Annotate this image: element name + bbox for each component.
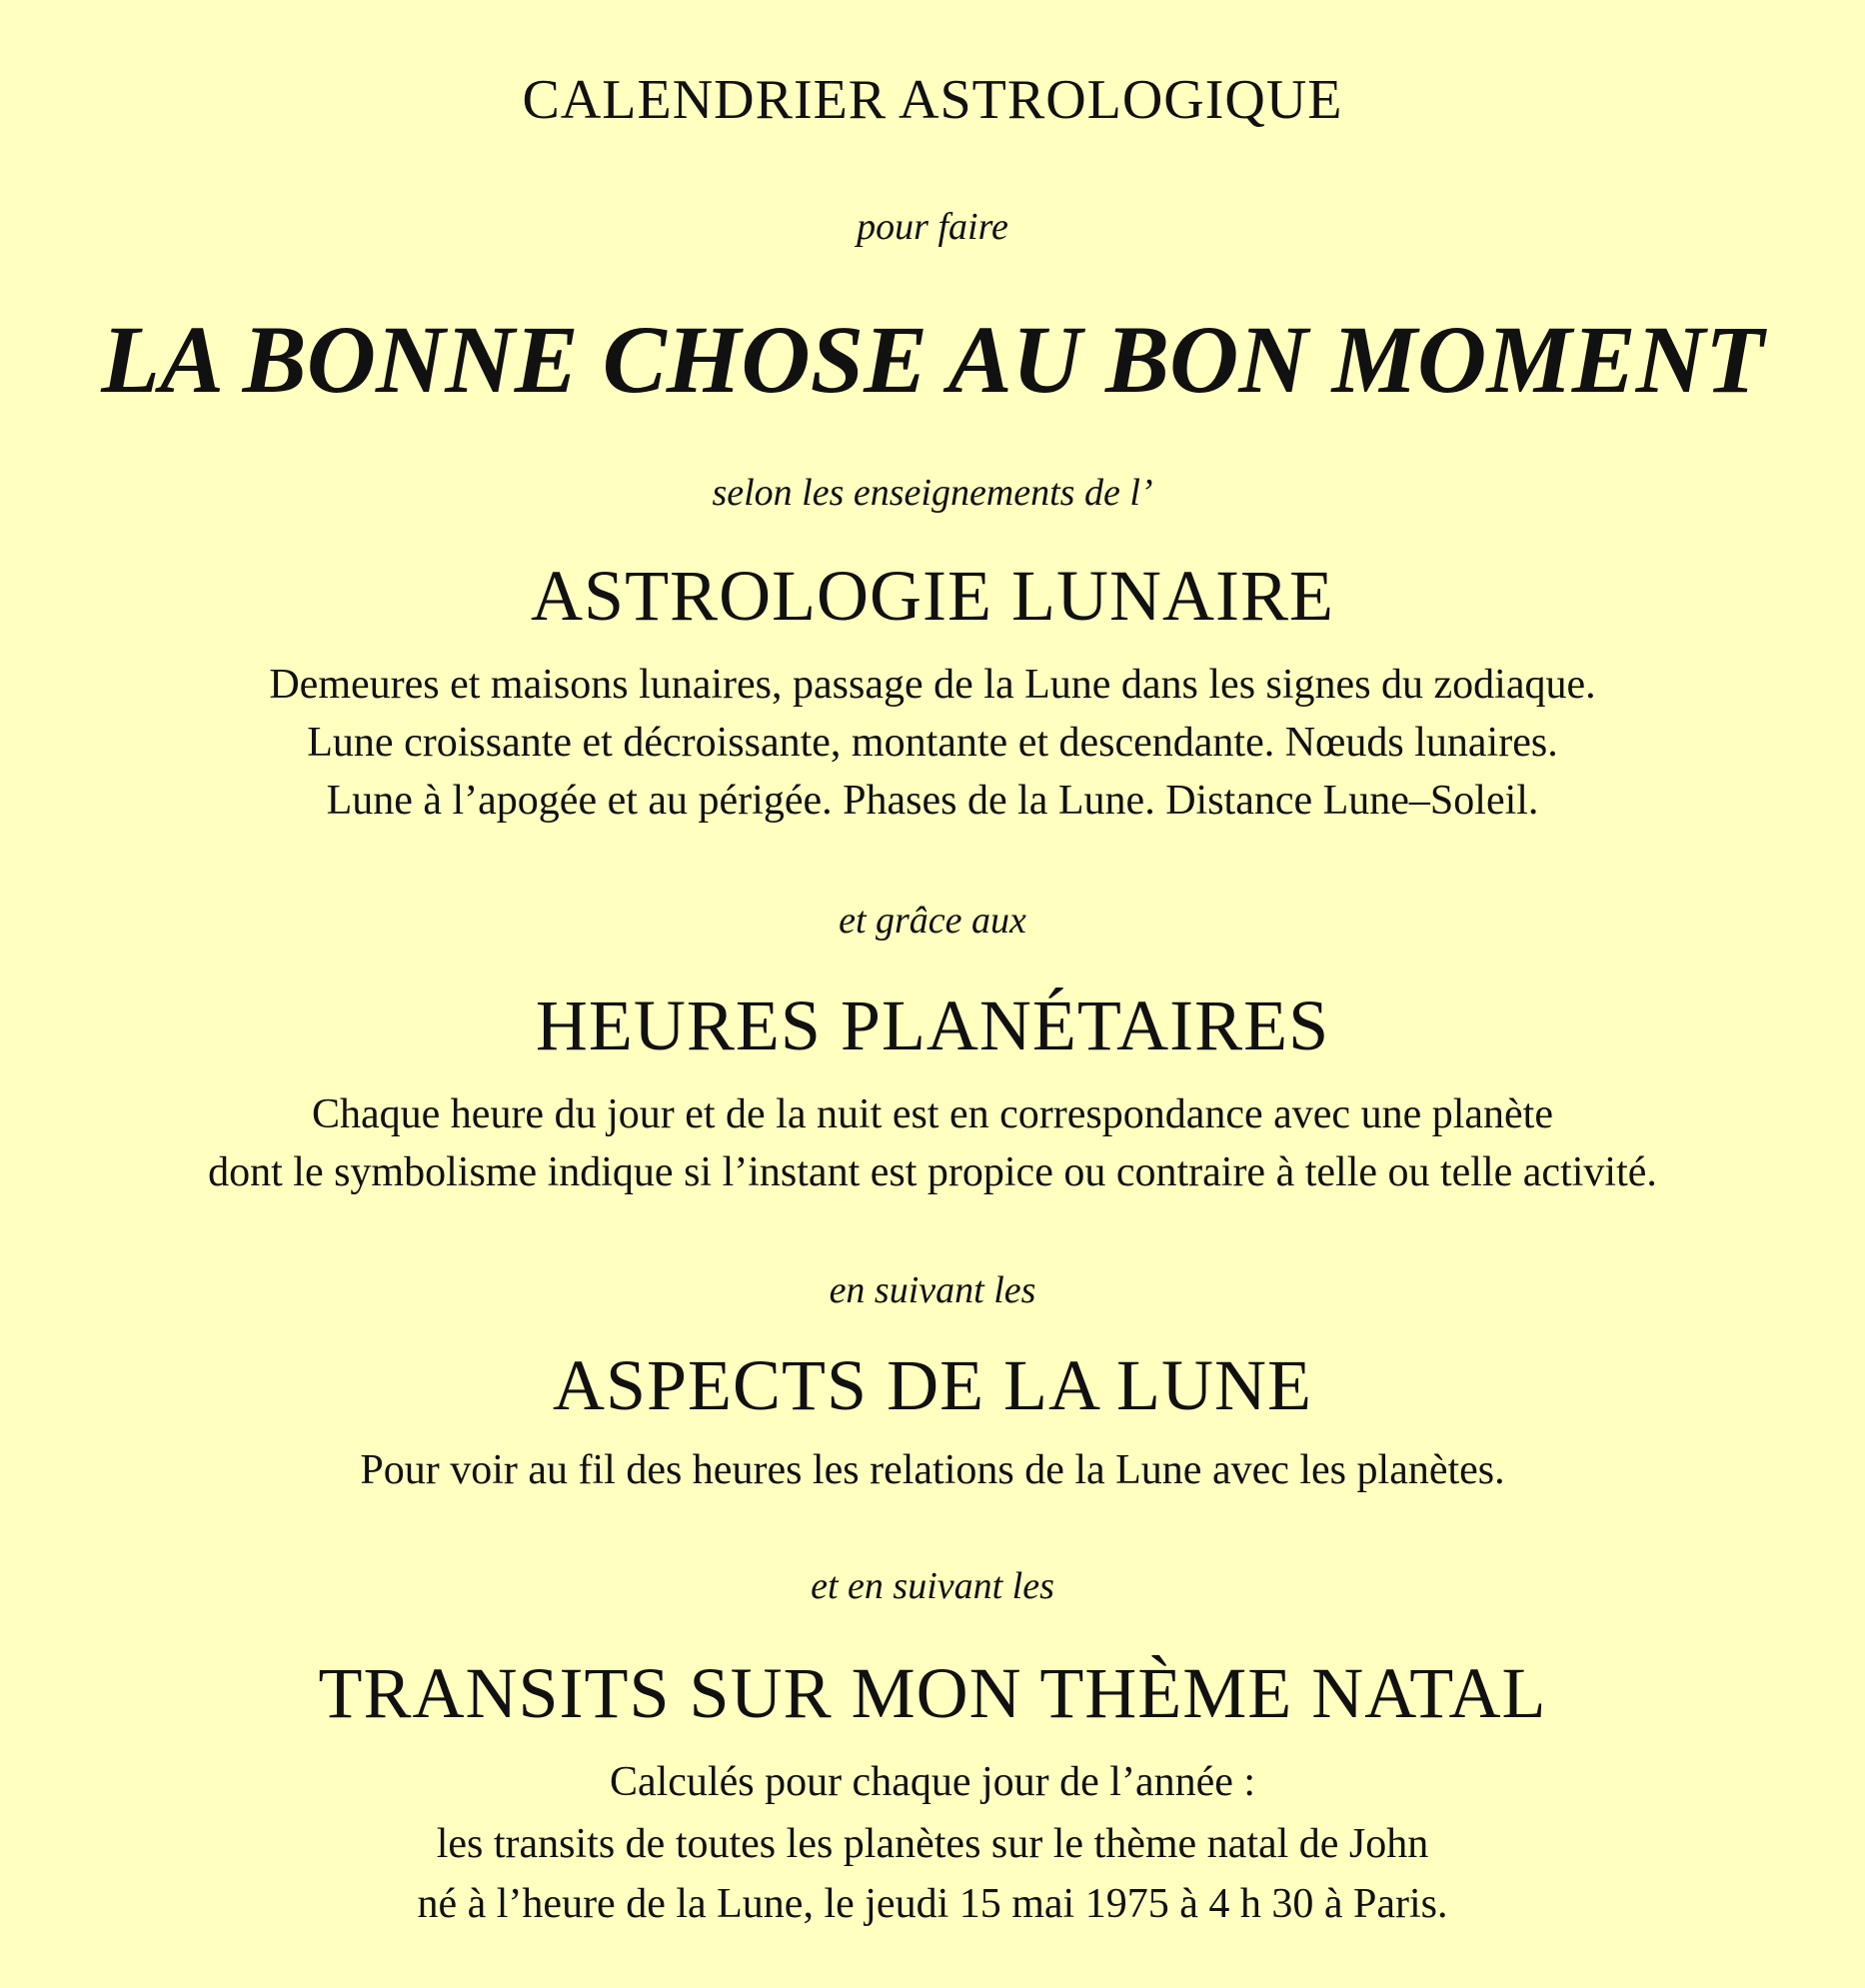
connector-pour-faire: pour faire <box>857 206 1008 248</box>
calendar-heading: CALENDRIER ASTROLOGIQUE <box>522 69 1343 131</box>
section-title-transits: TRANSITS SUR MON THÈME NATAL <box>318 1653 1547 1733</box>
body-line: Calculés pour chaque jour de l’année : <box>609 1759 1256 1805</box>
main-title: LA BONNE CHOSE AU BON MOMENT <box>101 306 1764 413</box>
connector-et-en-suivant-les: et en suivant les <box>811 1565 1054 1607</box>
connector-et-grace-aux: et grâce aux <box>839 900 1026 942</box>
connector-selon: selon les enseignements de l’ <box>712 472 1153 514</box>
body-line: Lune croissante et décroissante, montante et descendante. Nœuds lunaires. <box>307 720 1558 766</box>
connector-en-suivant-les: en suivant les <box>829 1269 1036 1311</box>
body-line: dont le symbolisme indique si l’instant est propice ou contraire à telle ou telle activité. <box>208 1149 1657 1195</box>
body-line: Lune à l’apogée et au périgée. Phases de la Lune. Distance Lune–Soleil. <box>326 778 1539 824</box>
body-line: né à l’heure de la Lune, le jeudi 15 mai 1975 à 4 h 30 à Paris. <box>417 1881 1448 1927</box>
body-line: Demeures et maisons lunaires, passage de la Lune dans les signes du zodiaque. <box>269 662 1596 708</box>
body-line: Pour voir au fil des heures les relations de la Lune avec les planètes. <box>360 1447 1505 1493</box>
section-title-astrologie-lunaire: ASTROLOGIE LUNAIRE <box>531 556 1334 636</box>
section-title-aspects-de-la-lune: ASPECTS DE LA LUNE <box>552 1345 1313 1425</box>
body-line: les transits de toutes les planètes sur le thème natal de John <box>436 1821 1429 1867</box>
body-line: Chaque heure du jour et de la nuit est en correspondance avec une planète <box>312 1091 1553 1137</box>
section-title-heures-planetaires: HEURES PLANÉTAIRES <box>535 986 1330 1065</box>
